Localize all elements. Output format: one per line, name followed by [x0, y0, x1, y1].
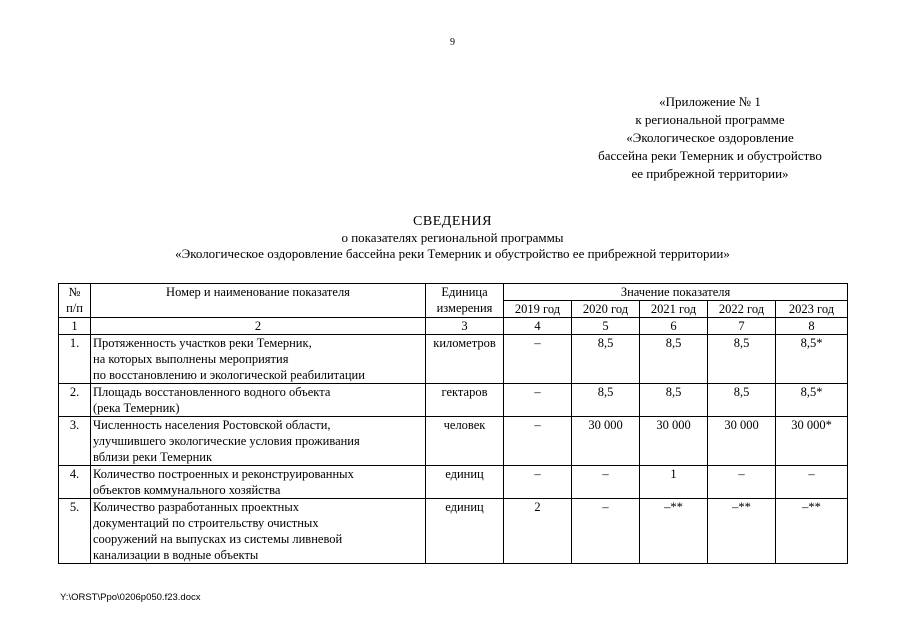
row-value: – [504, 466, 572, 499]
header-name: Номер и наименование показателя [91, 284, 426, 318]
row-value: 30 000 [708, 417, 776, 466]
appendix-block [560, 93, 860, 183]
row-num: 3. [59, 417, 91, 466]
row-name: Количество разработанных проектных документаций по строительству очистных сооружений на выпусках из системы ливневой канализации в водные объекты [91, 499, 426, 564]
page-number: 9 [450, 37, 455, 48]
header-year: 2019 год [504, 301, 572, 318]
row-value: – [776, 466, 848, 499]
row-value: 2 [504, 499, 572, 564]
document-title: СВЕДЕНИЯ [413, 214, 492, 229]
row-unit: человек [426, 417, 504, 466]
row-unit: гектаров [426, 384, 504, 417]
header-year: 2020 год [572, 301, 640, 318]
index-cell: 2 [91, 318, 426, 335]
row-value: 8,5 [708, 384, 776, 417]
row-unit: единиц [426, 466, 504, 499]
table-row [59, 417, 848, 466]
header-num: № п/п [59, 284, 91, 318]
row-value: – [572, 466, 640, 499]
appendix-line: ее прибрежной территории» [631, 166, 789, 181]
row-value: – [504, 384, 572, 417]
header-value-group: Значение показателя [504, 284, 848, 301]
index-cell: 4 [504, 318, 572, 335]
row-value: 8,5 [640, 335, 708, 384]
row-num: 4. [59, 466, 91, 499]
row-name: Протяженность участков реки Темерник, на которых выполнены мероприятия по восстановлению и экологической реабилитации [91, 335, 426, 384]
row-unit: единиц [426, 499, 504, 564]
file-path-footer: Y:\ORST\Ppo\0206p050.f23.docx [60, 592, 201, 603]
header-year: 2023 год [776, 301, 848, 318]
row-name: Численность населения Ростовской области, улучшившего экологические условия проживания вблизи реки Темерник [91, 417, 426, 466]
row-num: 5. [59, 499, 91, 564]
program-name: «Экологическое оздоровление бассейна реки Темерник и обустройство ее прибрежной территории» [175, 246, 730, 261]
row-value: 30 000* [776, 417, 848, 466]
row-value: – [572, 499, 640, 564]
row-value: – [504, 417, 572, 466]
appendix-line: «Экологическое оздоровление [626, 130, 794, 145]
index-cell: 6 [640, 318, 708, 335]
appendix-line: к региональной программе [635, 112, 785, 127]
row-value: 8,5 [572, 384, 640, 417]
row-value: –** [640, 499, 708, 564]
header-unit: Единица измерения [426, 284, 504, 318]
appendix-line: «Приложение № 1 [659, 94, 761, 109]
row-value: 30 000 [572, 417, 640, 466]
row-num: 1. [59, 335, 91, 384]
document-subtitle: о показателях региональной программы [341, 230, 564, 245]
table-row [59, 466, 848, 499]
table-row [59, 384, 848, 417]
indicators-table [58, 283, 848, 564]
row-value: 8,5* [776, 384, 848, 417]
row-num: 2. [59, 384, 91, 417]
row-value: –** [708, 499, 776, 564]
row-value: – [708, 466, 776, 499]
header-year: 2022 год [708, 301, 776, 318]
header-year: 2021 год [640, 301, 708, 318]
document-heading [0, 214, 905, 262]
row-name: Площадь восстановленного водного объекта (река Темерник) [91, 384, 426, 417]
row-value: 8,5 [640, 384, 708, 417]
table-row [59, 499, 848, 564]
table-row [59, 335, 848, 384]
index-cell: 7 [708, 318, 776, 335]
appendix-line: бассейна реки Темерник и обустройство [598, 148, 822, 163]
index-cell: 5 [572, 318, 640, 335]
index-cell: 1 [59, 318, 91, 335]
row-unit: километров [426, 335, 504, 384]
row-name: Количество построенных и реконструированных объектов коммунального хозяйства [91, 466, 426, 499]
row-value: 8,5 [572, 335, 640, 384]
row-value: 8,5 [708, 335, 776, 384]
row-value: 1 [640, 466, 708, 499]
row-value: –** [776, 499, 848, 564]
row-value: – [504, 335, 572, 384]
row-value: 30 000 [640, 417, 708, 466]
index-cell: 8 [776, 318, 848, 335]
index-cell: 3 [426, 318, 504, 335]
row-value: 8,5* [776, 335, 848, 384]
table-header-row [59, 284, 848, 301]
table-index-row [59, 318, 848, 335]
